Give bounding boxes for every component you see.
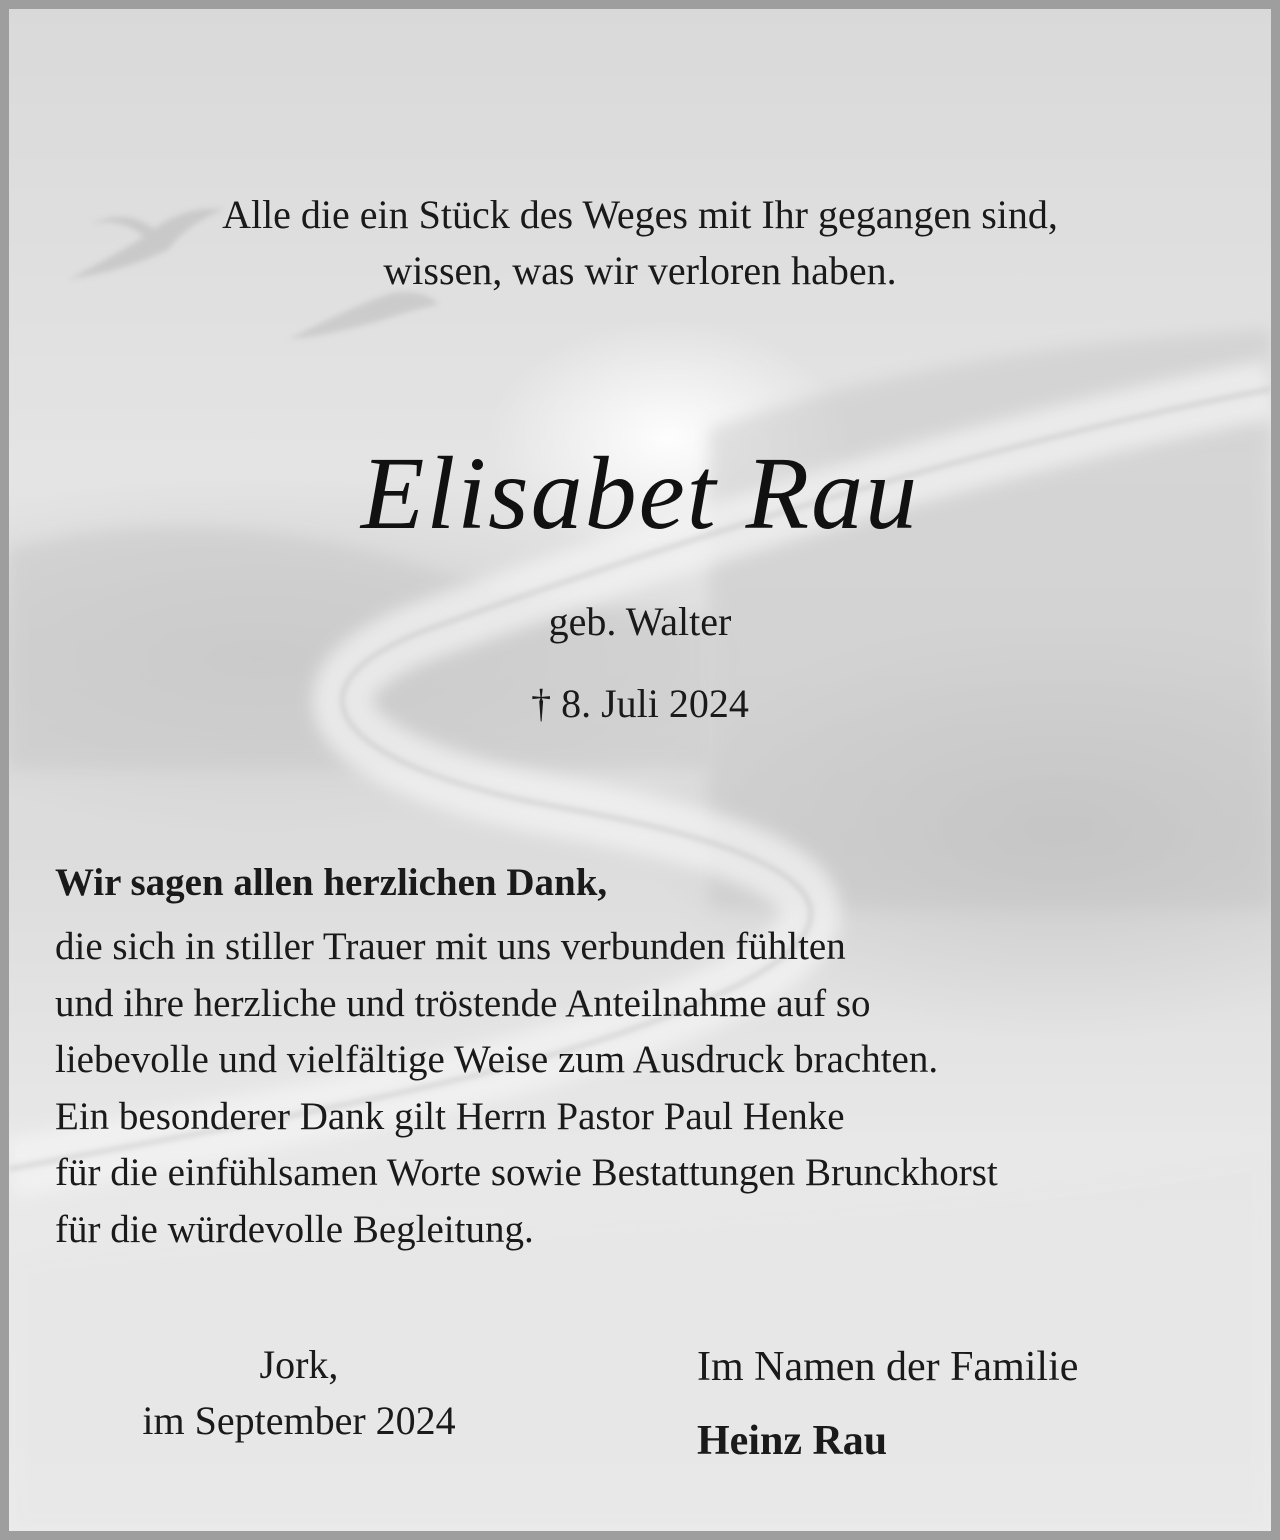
signer-name: Heinz Rau xyxy=(697,1418,888,1464)
bird-silhouette xyxy=(289,292,439,339)
closing-date: im September 2024 xyxy=(142,1398,456,1443)
place: Jork, xyxy=(259,1342,339,1387)
motto-line: Alle die ein Stück des Weges mit Ihr gegangen sind, xyxy=(222,192,1058,237)
deceased-name: Elisabet Rau xyxy=(360,436,920,551)
thanks-text xyxy=(55,919,1255,1258)
death-date: † 8. Juli 2024 xyxy=(531,681,749,726)
thanks-line: für die einfühlsamen Worte sowie Bestattungen Brunckhorst xyxy=(55,1151,998,1194)
thanks-line: für die würdevolle Begleitung. xyxy=(55,1207,534,1251)
motto-verse xyxy=(9,187,1271,299)
family-phrase: Im Namen der Familie xyxy=(697,1344,1079,1390)
thanks-line: Ein besonderer Dank gilt Herrn Pastor Paul Henke xyxy=(55,1094,845,1138)
thanks-line: liebevolle und vielfältige Weise zum Ausdruck brachten. xyxy=(55,1038,939,1081)
thanks-heading: Wir sagen allen herzlichen Dank, xyxy=(55,861,608,904)
thanks-line: die sich in stiller Trauer mit uns verbunden fühlten xyxy=(55,925,846,968)
birth-name: geb. Walter xyxy=(548,599,732,644)
motto-line: wissen, was wir verloren haben. xyxy=(383,248,897,293)
thanks-line: und ihre herzliche und tröstende Anteilnahme auf so xyxy=(55,981,871,1025)
place-and-date xyxy=(79,1337,519,1449)
